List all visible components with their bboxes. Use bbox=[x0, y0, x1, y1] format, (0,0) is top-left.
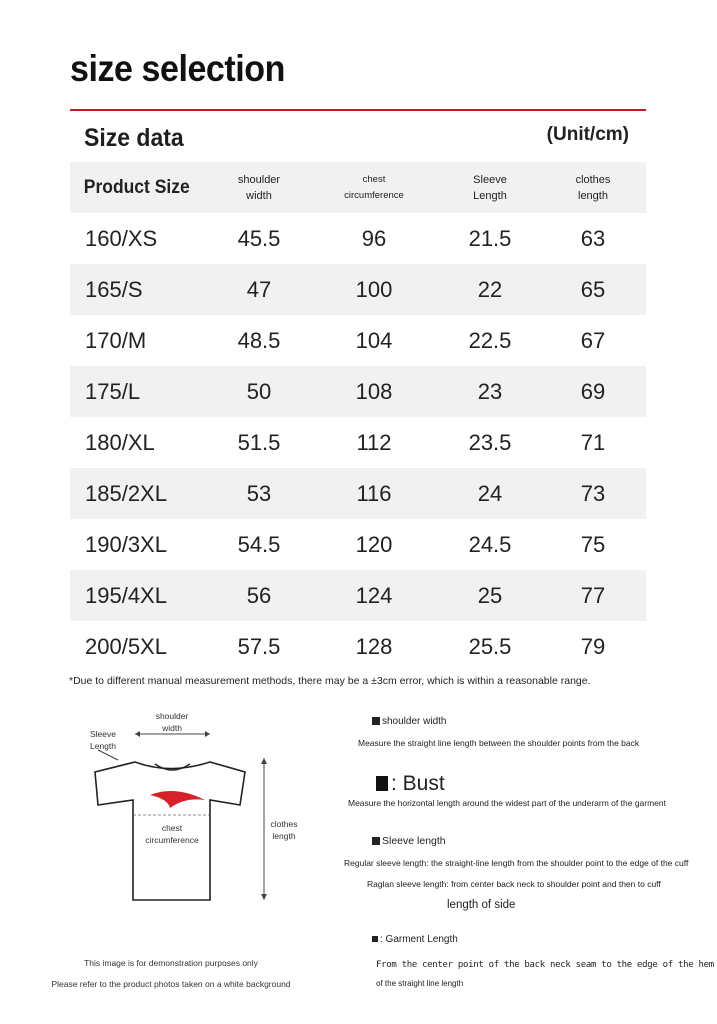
size-cell: 160/XS bbox=[85, 225, 158, 251]
header-product-size: Product Size bbox=[83, 176, 190, 198]
header-shoulder-width: shoulder width bbox=[237, 173, 281, 202]
chest-cell: 96 bbox=[361, 225, 387, 251]
sleeve-cell: 23 bbox=[477, 378, 503, 404]
table-row bbox=[70, 213, 646, 264]
sleeve-cell: 25.5 bbox=[468, 633, 512, 659]
length-cell: 75 bbox=[580, 531, 606, 557]
sleeve-info-title: Sleeve length bbox=[372, 835, 446, 847]
size-cell: 170/M bbox=[85, 327, 147, 353]
sleeve-info-desc-3: length of side bbox=[447, 899, 516, 911]
number-marker-icon bbox=[372, 717, 380, 725]
size-cell: 200/5XL bbox=[85, 633, 167, 659]
number-marker-icon bbox=[372, 837, 380, 845]
shoulder-cell: 50 bbox=[246, 378, 272, 404]
chest-cell: 128 bbox=[355, 633, 393, 659]
chest-cell: 100 bbox=[355, 276, 393, 302]
table-row bbox=[70, 417, 646, 468]
sleeve-cell: 21.5 bbox=[468, 225, 512, 251]
length-cell: 71 bbox=[580, 429, 606, 455]
size-cell: 165/S bbox=[85, 276, 143, 302]
tshirt-diagram bbox=[80, 700, 320, 920]
shoulder-cell: 47 bbox=[246, 276, 272, 302]
sleeve-cell: 24.5 bbox=[468, 531, 512, 557]
chest-cell: 108 bbox=[355, 378, 393, 404]
table-row bbox=[70, 570, 646, 621]
bust-info-desc: Measure the horizontal length around the widest part of the underarm of the garment bbox=[348, 798, 666, 808]
length-cell: 73 bbox=[580, 480, 606, 506]
shoulder-cell: 51.5 bbox=[237, 429, 281, 455]
number-marker-icon bbox=[372, 936, 378, 942]
sleeve-info-desc-1: Regular sleeve length: the straight-line length from the shoulder point to the edge of the cuff bbox=[344, 858, 689, 868]
shoulder-cell: 56 bbox=[246, 582, 272, 608]
shoulder-width-label: shoulder width bbox=[155, 711, 189, 733]
chest-cell: 124 bbox=[355, 582, 393, 608]
chest-cell: 120 bbox=[355, 531, 393, 557]
table-row bbox=[70, 468, 646, 519]
measurement-note: *Due to different manual measurement methods, there may be a ±3cm error, which is within a reasonable range. bbox=[69, 675, 591, 687]
table-row bbox=[70, 315, 646, 366]
garment-info-title: : Garment Length bbox=[372, 934, 458, 945]
sleeve-cell: 22 bbox=[477, 276, 503, 302]
shoulder-cell: 57.5 bbox=[237, 633, 281, 659]
size-cell: 195/4XL bbox=[85, 582, 167, 608]
size-cell: 180/XL bbox=[85, 429, 155, 455]
size-cell: 190/3XL bbox=[85, 531, 167, 557]
length-cell: 77 bbox=[580, 582, 606, 608]
shoulder-cell: 53 bbox=[246, 480, 272, 506]
unit-label: (Unit/cm) bbox=[546, 124, 629, 145]
shoulder-cell: 48.5 bbox=[237, 327, 281, 353]
length-cell: 69 bbox=[580, 378, 606, 404]
number-marker-icon bbox=[376, 776, 388, 791]
table-row bbox=[70, 366, 646, 417]
table-row bbox=[70, 519, 646, 570]
length-cell: 67 bbox=[580, 327, 606, 353]
sleeve-cell: 23.5 bbox=[468, 429, 512, 455]
sleeve-info-desc-2: Raglan sleeve length: from center back neck to shoulder point and then to cuff bbox=[367, 879, 661, 889]
shoulder-info-desc: Measure the straight line length between the shoulder points from the back bbox=[358, 738, 640, 748]
header-clothes-length: clothes length bbox=[575, 173, 611, 202]
sleeve-cell: 25 bbox=[477, 582, 503, 608]
demo-caption: This image is for demonstration purposes only bbox=[84, 958, 258, 968]
chest-cell: 112 bbox=[356, 429, 392, 455]
table-row bbox=[70, 621, 646, 672]
size-cell: 185/2XL bbox=[85, 480, 167, 506]
chest-circumference-label: chest circumference bbox=[145, 823, 199, 845]
chest-cell: 104 bbox=[355, 327, 393, 353]
table-header-row bbox=[70, 162, 646, 213]
header-sleeve-length: Sleeve Length bbox=[473, 173, 507, 202]
garment-info-desc-2: of the straight line length bbox=[376, 979, 464, 988]
section-title: Size data bbox=[84, 124, 184, 152]
sleeve-cell: 24 bbox=[477, 480, 503, 506]
garment-info-desc-1: From the center point of the back neck seam to the edge of the hem bbox=[376, 960, 714, 970]
photo-caption: Please refer to the product photos taken on a white background bbox=[51, 979, 291, 989]
size-table bbox=[70, 162, 646, 672]
length-cell: 79 bbox=[580, 633, 606, 659]
header-chest-circumference: chest circumference bbox=[344, 173, 404, 201]
shoulder-cell: 54.5 bbox=[237, 531, 281, 557]
sleeve-cell: 22.5 bbox=[468, 327, 512, 353]
clothes-length-label: clothes length bbox=[270, 819, 298, 841]
length-cell: 63 bbox=[580, 225, 606, 251]
bust-info-title: : Bust bbox=[376, 772, 445, 796]
shoulder-cell: 45.5 bbox=[237, 225, 281, 251]
size-cell: 175/L bbox=[85, 378, 141, 404]
length-cell: 65 bbox=[580, 276, 606, 302]
chest-cell: 116 bbox=[356, 480, 392, 506]
sleeve-length-label: Sleeve Length bbox=[90, 729, 116, 751]
title-divider bbox=[70, 109, 646, 111]
page-title: size selection bbox=[70, 48, 285, 89]
table-row bbox=[70, 264, 646, 315]
shoulder-info-title: shoulder width bbox=[372, 716, 446, 727]
